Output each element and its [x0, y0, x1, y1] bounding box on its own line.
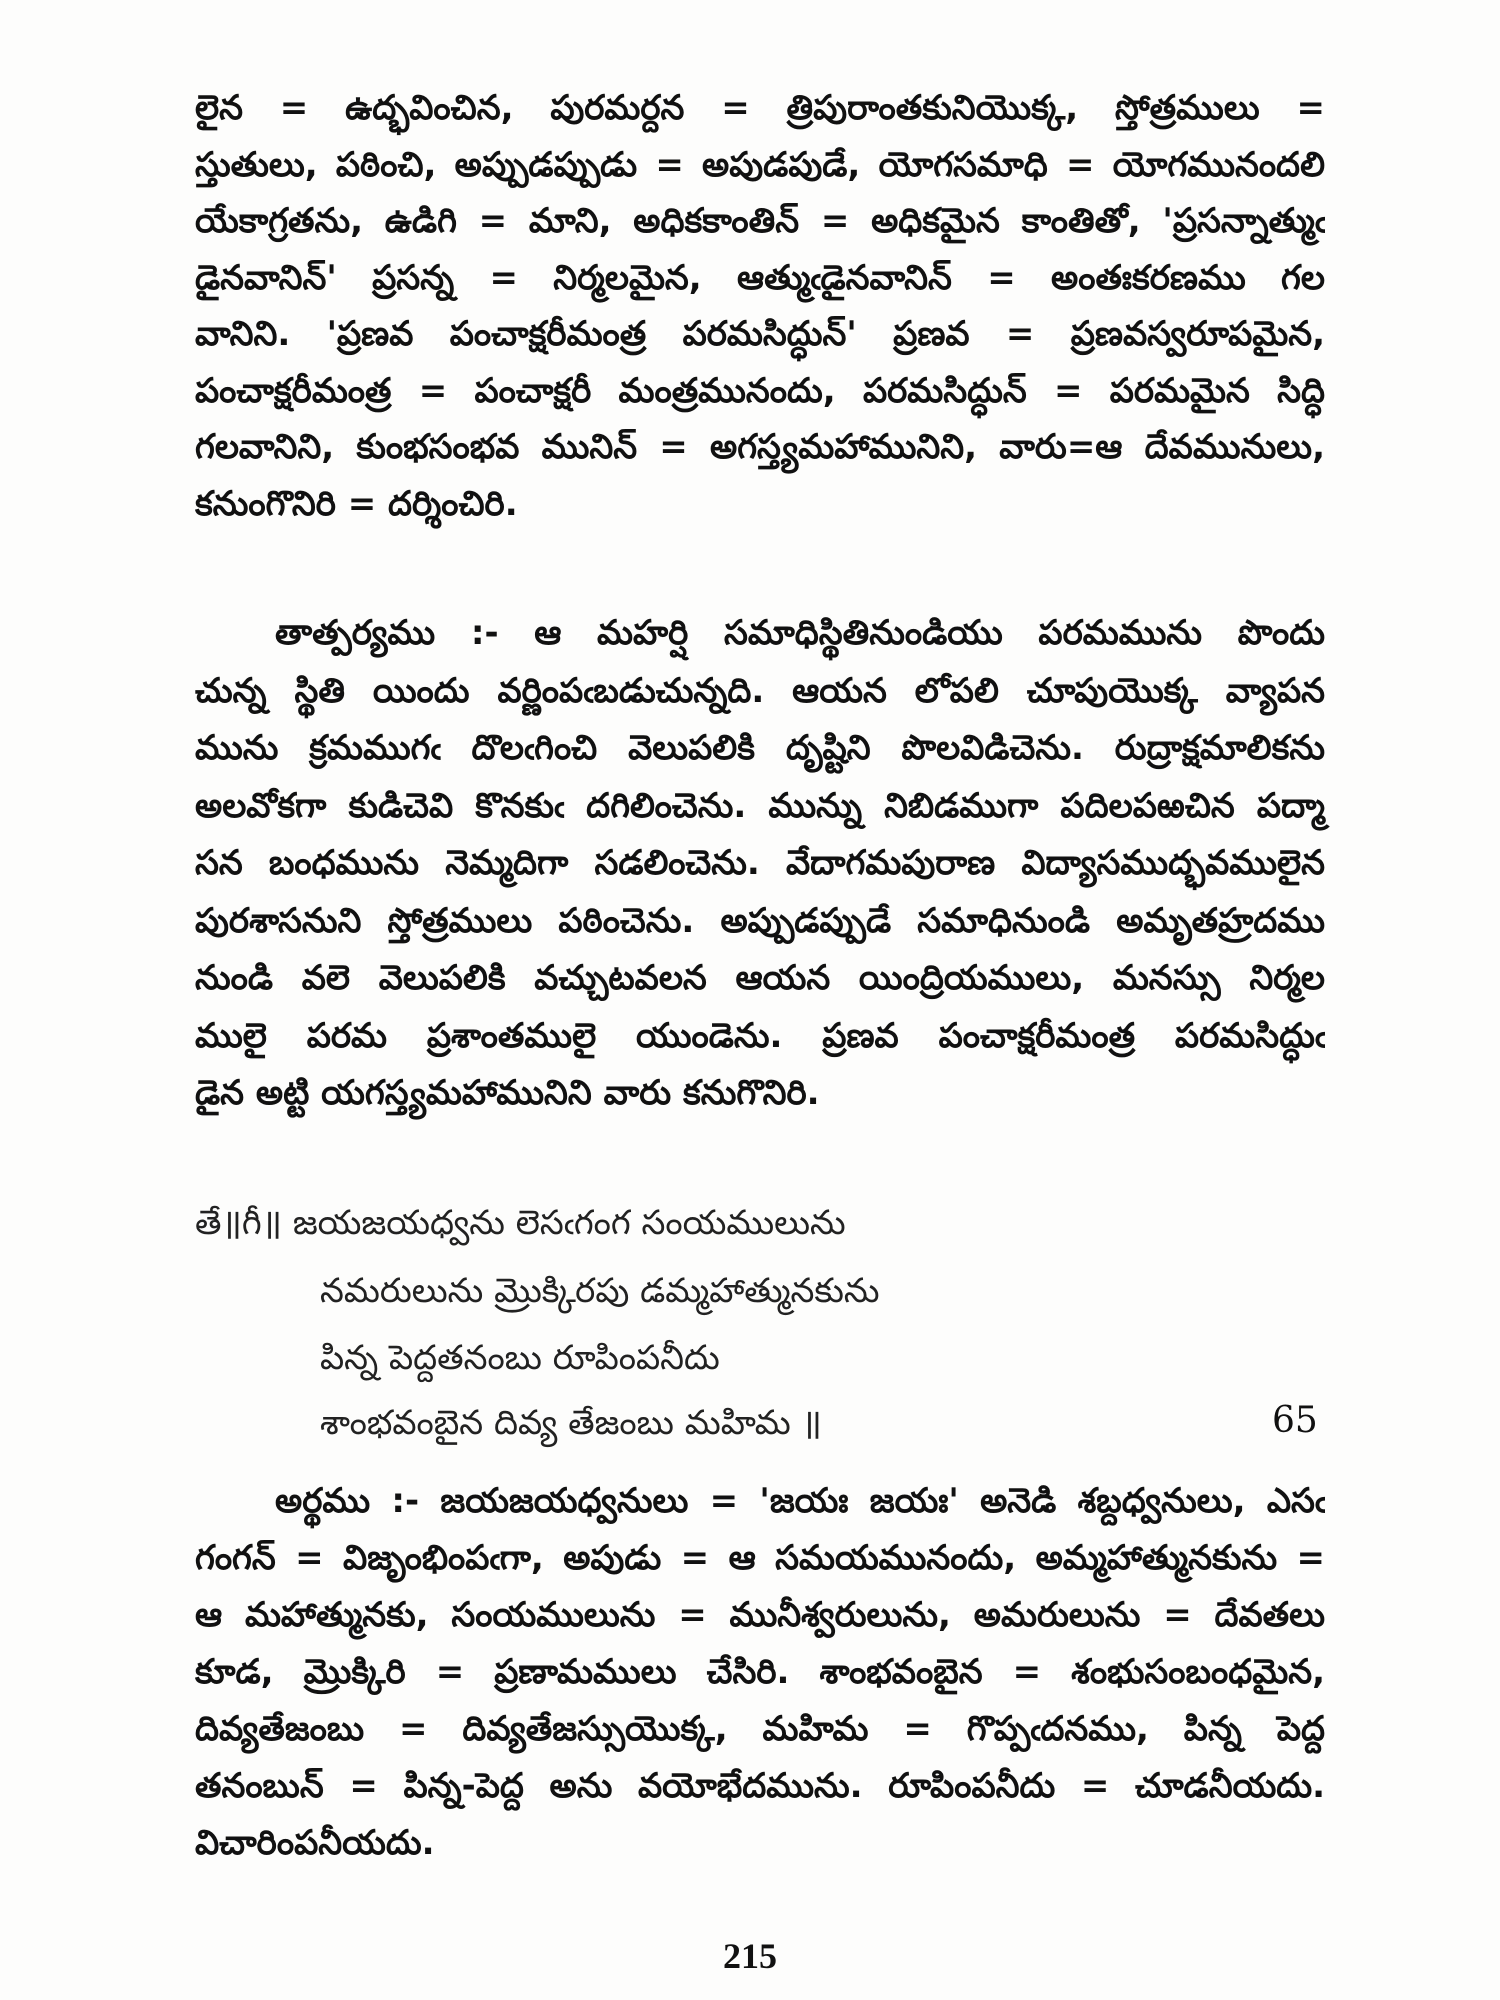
text-line: దివ్యతేజంబు = దివ్యతేజస్సుయొక్క, మహిమ = గొప్పఁదనము, పిన్న పెద్ద	[195, 1709, 1325, 1749]
verse-number: 65	[1272, 1400, 1318, 1441]
verse-line: నమరులును మ్రొక్కిరపు డమ్మహాత్మునకును	[320, 1271, 880, 1311]
text-line: గంగన్ = విజృంభింపఁగా, అపుడు = ఆ సమయమునందు, అమ్మహాత్మునకును =	[195, 1538, 1325, 1578]
text-line: కూడ, మ్రొక్కిరి = ప్రణామములు చేసిరి. శాంభవంబైన = శంభుసంబంధమైన,	[195, 1652, 1325, 1692]
text-line: ఆ మహాత్మునకు, సంయములును = మునీశ్వరులును, అమరులును = దేవతలు	[195, 1595, 1325, 1635]
verse-line: శాంభవంబైన దివ్య తేజంబు మహిమ ॥	[320, 1403, 822, 1443]
text-line: తనంబున్ = పిన్న-పెద్ద అను వయోభేదమును. రూపింపనీదు = చూడనీయదు.	[195, 1766, 1325, 1806]
text-line: సన బంధమును నెమ్మదిగా సడలించెను. వేదాగమపురాణ విద్యాసముద్భవములైన	[195, 843, 1325, 883]
text-line: తాత్పర్యము :- ఆ మహర్షి సమాధిస్థితినుండియు పరమమును పొందు	[275, 613, 1325, 653]
text-line: నుండి వలె వెలుపలికి వచ్చుటవలన ఆయన యింద్రియములు, మనస్సు నిర్మల	[195, 958, 1325, 998]
page-number: 215	[723, 1936, 777, 1976]
text-line: ములై పరమ ప్రశాంతములై యుండెను. ప్రణవ పంచాక్షరీమంత్ర పరమసిద్ధుఁ	[195, 1015, 1325, 1056]
text-line: యేకాగ్రతను, ఉడిగి = మాని, అధికకాంతిన్ = అధికమైన కాంతితో, 'ప్రసన్నాత్ముఁ	[195, 201, 1325, 241]
text-line: లైన = ఉద్భవించిన, పురమర్దన = త్రిపురాంతకునియొక్క, స్తోత్రములు =	[195, 88, 1325, 128]
text-line: చున్న స్థితి యిందు వర్ణింపఁబడుచున్నది. ఆయన లోపలి చూపుయొక్క వ్యాపన	[195, 670, 1325, 711]
text-line: స్తుతులు, పఠించి, అప్పుడప్పుడు = అపుడపుడే, యోగసమాధి = యోగమునందలి	[195, 144, 1325, 185]
text-line: పంచాక్షరీమంత్ర = పంచాక్షరీ మంత్రమునందు, పరమసిద్ధున్ = పరమమైన సిద్ధి	[195, 370, 1325, 411]
text-line: డైన అట్టి యగస్త్యమహామునిని వారు కనుగొనిరి.	[195, 1073, 820, 1113]
verse-line: పిన్న పెద్దతనంబు రూపింపనీదు	[320, 1338, 720, 1378]
text-line: వానిని. 'ప్రణవ పంచాక్షరీమంత్ర పరమసిద్ధున్' ప్రణవ = ప్రణవస్వరూపమైన,	[195, 314, 1325, 354]
text-line: కనుంగొనిరి = దర్శించిరి.	[195, 483, 518, 524]
text-line: పురశాసనుని స్తోత్రములు పఠించెను. అప్పుడప్పుడే సమాధినుండి అమృతహ్రదము	[195, 900, 1325, 941]
verse-line: తే॥గీ॥ జయజయధ్వను లెసఁగంగ సంయములును	[195, 1203, 846, 1243]
text-line: మును క్రమముగఁ దొలఁగించి వెలుపలికి దృష్టిని పొలవిడిచెను. రుద్రాక్షమాలికను	[195, 728, 1325, 768]
text-line: డైనవానిన్' ప్రసన్న = నిర్మలమైన, ఆత్ముఁడైనవానిన్ = అంతఃకరణము గల	[195, 257, 1325, 298]
text-line: విచారింపనీయదు.	[195, 1823, 435, 1863]
text-line: అలవోకగా కుడిచెవి కొనకుఁ దగిలించెను. మున్ను నిబిడముగా పదిలపఱచిన పద్మా	[195, 785, 1325, 826]
text-line: అర్థము :- జయజయధ్వనులు = 'జయః జయః' అనెడి శబ్దధ్వనులు, ఎసఁ	[275, 1481, 1325, 1521]
text-line: గలవానిని, కుంభసంభవ మునిన్ = అగస్త్యమహామునిని, వారు=ఆ దేవమునులు,	[195, 427, 1325, 467]
